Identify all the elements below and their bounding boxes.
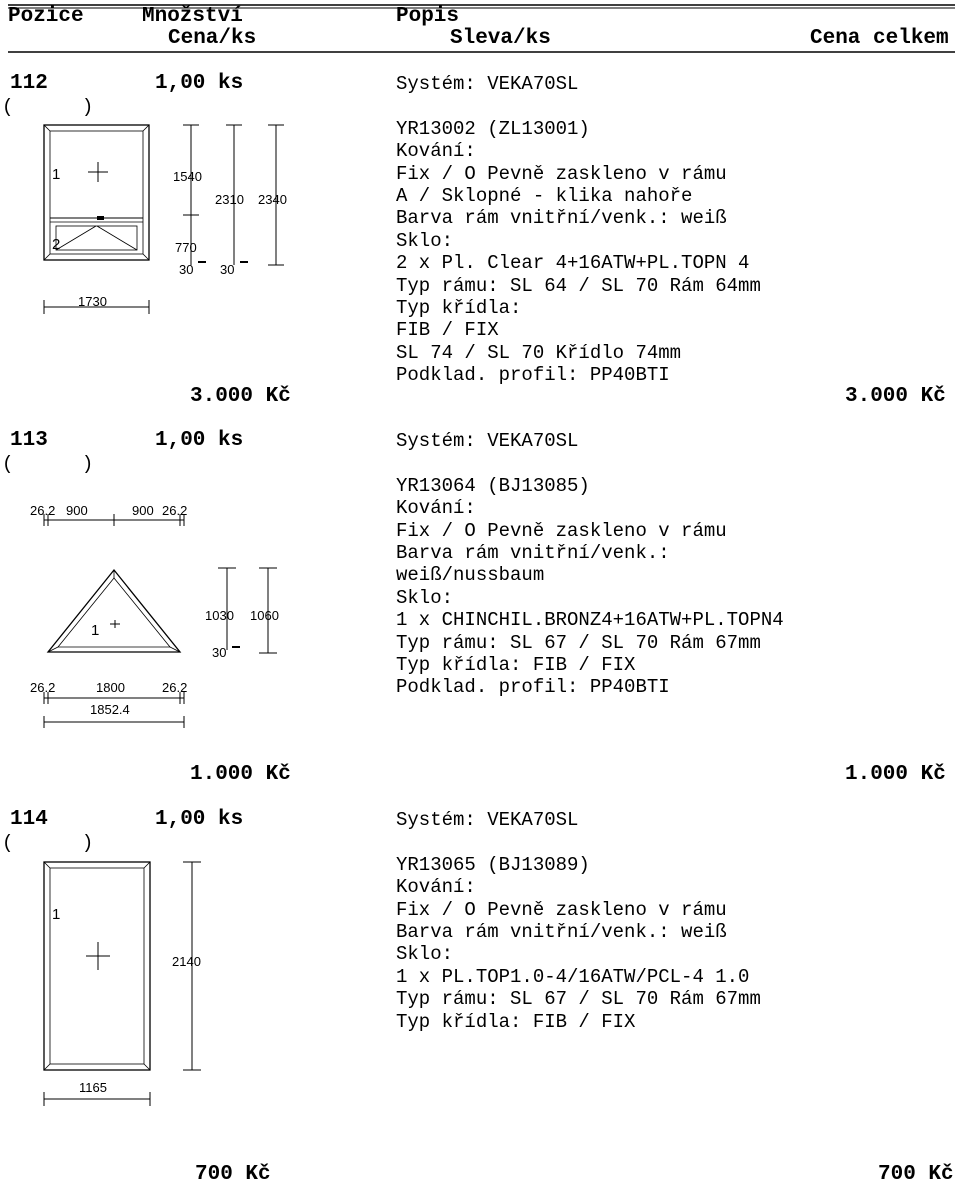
desc-line — [396, 452, 784, 474]
desc-line: weiß/nussbaum — [396, 564, 545, 587]
desc-line: Kování: — [396, 497, 476, 520]
header-pozice: Pozice — [8, 5, 84, 28]
desc-line: Sklo: — [396, 943, 454, 966]
pane-label: 1 — [52, 906, 61, 923]
dim-label: 2140 — [172, 954, 201, 969]
item-position: 114 — [10, 808, 48, 831]
dim-label: 1165 — [79, 1080, 107, 1095]
pane-label: 2 — [52, 236, 61, 253]
desc-line: Barva rám vnitřní/venk.: — [396, 542, 670, 565]
total-price: 3.000 Kč — [845, 385, 946, 408]
total-price: 700 Kč — [878, 1163, 954, 1186]
dim-label: 26.2 — [30, 680, 56, 695]
desc-line: Systém: VEKA70SL — [396, 73, 579, 95]
unit-price: 3.000 Kč — [190, 385, 291, 408]
desc-line: Kování: — [396, 140, 476, 163]
item-description — [396, 809, 761, 1033]
desc-line: FIB / FIX — [396, 319, 499, 342]
desc-line: Sklo: — [396, 586, 454, 609]
desc-line: Barva rám vnitřní/venk.: weiß — [396, 207, 727, 230]
unit-price: 1.000 Kč — [190, 763, 291, 786]
desc-line: Typ rámu: SL 67 / SL 70 Rám 67mm — [396, 631, 761, 654]
desc-line — [396, 831, 761, 853]
item-position: 112 — [10, 72, 48, 95]
desc-line: Fix / O Pevně zaskleno v rámu — [396, 898, 727, 921]
desc-line: Systém: VEKA70SL — [396, 809, 579, 831]
dim-label: 1730 — [78, 294, 107, 309]
dim-label: 30 — [179, 262, 194, 277]
desc-line: Typ křídla: FIB / FIX — [396, 1010, 636, 1033]
dim-label: 900 — [132, 503, 154, 518]
dim-label: 2310 — [215, 192, 244, 207]
dim-label: 900 — [66, 503, 88, 518]
item-description — [396, 430, 784, 699]
desc-line: Fix / O Pevně zaskleno v rámu — [396, 519, 727, 542]
desc-line: Typ křídla: FIB / FIX — [396, 654, 636, 677]
dim-label: 30 — [220, 262, 235, 277]
dim-label: 26.2 — [162, 503, 188, 518]
header-popis: Popis — [396, 5, 460, 28]
desc-line: 1 x CHINCHIL.BRONZ4+16ATW+PL.TOPN4 — [396, 609, 784, 632]
dim-label: 30 — [212, 645, 227, 660]
desc-line: 1 x PL.TOP1.0-4/16ATW/PCL-4 1.0 — [396, 965, 750, 988]
item-paren: ( ) — [2, 453, 94, 475]
header-sleva-ks: Sleva/ks — [450, 27, 551, 50]
item-position: 113 — [10, 429, 48, 452]
unit-price: 700 Kč — [195, 1163, 271, 1186]
desc-line: Podklad. profil: PP40BTI — [396, 364, 670, 387]
dim-label: 1030 — [205, 608, 234, 623]
desc-line: Systém: VEKA70SL — [396, 430, 579, 452]
header-cena-ks: Cena/ks — [168, 27, 257, 50]
desc-line: SL 74 / SL 70 Křídlo 74mm — [396, 341, 682, 364]
item-quantity: 1,00 ks — [155, 808, 244, 831]
desc-line: Kování: — [396, 876, 476, 899]
desc-line: Sklo: — [396, 229, 454, 252]
desc-line: 2 x Pl. Clear 4+16ATW+PL.TOPN 4 — [396, 252, 750, 275]
desc-line: YR13064 (BJ13085) — [396, 474, 590, 497]
dim-label: 1852.4 — [90, 702, 130, 717]
dim-label: 26.2 — [30, 503, 56, 518]
desc-line — [396, 95, 761, 117]
desc-line: A / Sklopné - klika nahoře — [396, 185, 693, 208]
desc-line: YR13002 (ZL13001) — [396, 117, 590, 140]
window-drawing-114 — [0, 850, 310, 1120]
item-description — [396, 73, 761, 387]
item-quantity: 1,00 ks — [155, 72, 244, 95]
pane-label: 1 — [52, 166, 61, 183]
desc-line: Fix / O Pevně zaskleno v rámu — [396, 162, 727, 185]
item-quantity: 1,00 ks — [155, 429, 244, 452]
dim-label: 1060 — [250, 608, 279, 623]
pane-label: 1 — [91, 622, 100, 639]
dim-label: 2340 — [258, 192, 287, 207]
desc-line: Barva rám vnitřní/venk.: weiß — [396, 921, 727, 944]
total-price: 1.000 Kč — [845, 763, 946, 786]
dim-label: 1800 — [96, 680, 125, 695]
desc-line: Typ křídla: — [396, 297, 522, 320]
dim-label: 26.2 — [162, 680, 188, 695]
item-paren: ( ) — [2, 96, 94, 118]
dim-label: 770 — [175, 240, 197, 255]
dim-label: 1540 — [173, 169, 202, 184]
header-mnozstvi: Množství — [142, 5, 243, 28]
desc-line: Typ rámu: SL 64 / SL 70 Rám 64mm — [396, 274, 761, 297]
desc-line: YR13065 (BJ13089) — [396, 853, 590, 876]
header-cena-celkem: Cena celkem — [810, 27, 949, 50]
desc-line: Podklad. profil: PP40BTI — [396, 676, 670, 699]
desc-line: Typ rámu: SL 67 / SL 70 Rám 67mm — [396, 988, 761, 1011]
window-drawing-112 — [0, 110, 310, 440]
item-paren: ( ) — [2, 832, 94, 854]
